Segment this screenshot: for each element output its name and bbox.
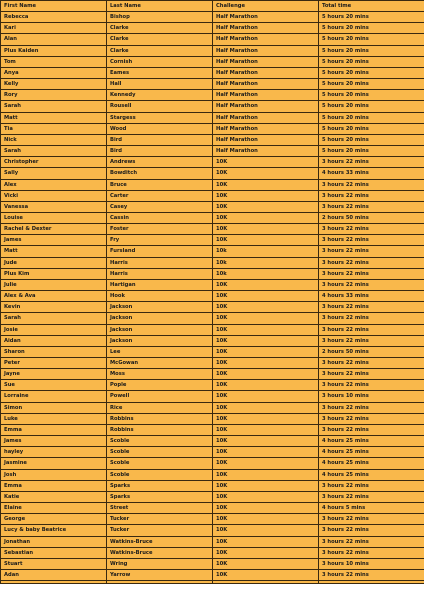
cell-last-name: Harris <box>107 257 213 268</box>
cell-last-name: Cornish <box>107 56 213 67</box>
cell-total-time: 3 hours 22 mins <box>319 268 424 279</box>
table-row <box>1 179 424 190</box>
cell-total-time: 4 hours 5 mins <box>319 503 424 514</box>
cell-last-name: Rice <box>107 402 213 413</box>
cell-total-time: 4 hours 25 mins <box>319 436 424 447</box>
cell-first-name: Louise <box>1 212 107 223</box>
cell-total-time: 3 hours 22 mins <box>319 324 424 335</box>
cell-last-name: Moss <box>107 369 213 380</box>
table-row <box>1 436 424 447</box>
cell-last-name: Scoble <box>107 436 213 447</box>
cell-last-name: Clarke <box>107 45 213 56</box>
cell-challenge: Half Marathon <box>213 67 319 78</box>
cell-challenge: Half Marathon <box>213 79 319 90</box>
cell-last-name: Wood <box>107 123 213 134</box>
cell-last-name: Wring <box>107 558 213 569</box>
cell-first-name: James <box>1 436 107 447</box>
cell-first-name: Alex <box>1 179 107 190</box>
cell-first-name: Matt <box>1 246 107 257</box>
table-row <box>1 12 424 23</box>
cell-last-name: Harris <box>107 268 213 279</box>
cell-last-name: Bird <box>107 134 213 145</box>
cell-total-time: 2 hours 50 mins <box>319 212 424 223</box>
cell-first-name: Alan <box>1 34 107 45</box>
table-row <box>1 358 424 369</box>
cell-first-name: Vanessa <box>1 201 107 212</box>
cell-challenge: 10K <box>213 335 319 346</box>
cell-challenge: 10K <box>213 324 319 335</box>
table-row <box>1 291 424 302</box>
cell-total-time: 3 hours 22 mins <box>319 179 424 190</box>
cell-first-name: Emma <box>1 480 107 491</box>
cell-first-name: Aidan <box>1 335 107 346</box>
cell-total-time: 3 hours 22 mins <box>319 402 424 413</box>
table-row <box>1 480 424 491</box>
cell-last-name: Bruce <box>107 179 213 190</box>
cell-first-name: Sebastian <box>1 547 107 558</box>
cell-last-name: Scoble <box>107 447 213 458</box>
cell-challenge: 10K <box>213 569 319 580</box>
cell-challenge: 10K <box>213 380 319 391</box>
cell-first-name: Lorraine <box>1 391 107 402</box>
cell-last-name: Robbins <box>107 413 213 424</box>
cell-total-time: 3 hours 22 mins <box>319 413 424 424</box>
cell-first-name: Alex & Ava <box>1 291 107 302</box>
cell-challenge: 10K <box>213 491 319 502</box>
table-row <box>1 268 424 279</box>
cell-first-name: Tom <box>1 56 107 67</box>
table-row <box>1 491 424 502</box>
cell-total-time: 3 hours 22 mins <box>319 536 424 547</box>
cell-total-time: 3 hours 22 mins <box>319 358 424 369</box>
cell-total-time: 3 hours 22 mins <box>319 480 424 491</box>
cell-challenge: Half Marathon <box>213 45 319 56</box>
cell-last-name: Watkins-Bruce <box>107 536 213 547</box>
cell-challenge: Half Marathon <box>213 101 319 112</box>
cell-challenge: 10K <box>213 424 319 435</box>
table-row <box>1 503 424 514</box>
table-row <box>1 45 424 56</box>
cell-last-name: Kennedy <box>107 90 213 101</box>
cell-last-name: Scoble <box>107 458 213 469</box>
cell-total-time: 3 hours 10 mins <box>319 558 424 569</box>
cell-first-name: Emma <box>1 424 107 435</box>
cell-total-time: 5 hours 20 mins <box>319 90 424 101</box>
cell-total-time: 5 hours 20 mins <box>319 12 424 23</box>
cell-first-name: Nick <box>1 134 107 145</box>
table-row <box>1 67 424 78</box>
cell-last-name: Jackson <box>107 313 213 324</box>
table-row <box>1 514 424 525</box>
cell-total-time: 3 hours 22 mins <box>319 369 424 380</box>
cell-challenge: 10K <box>213 458 319 469</box>
cell-total-time: 3 hours 22 mins <box>319 257 424 268</box>
cell-first-name: Sarah <box>1 146 107 157</box>
cell-first-name: Plus Kaiden <box>1 45 107 56</box>
cell-last-name: Hall <box>107 79 213 90</box>
table-row <box>1 246 424 257</box>
table-row <box>1 190 424 201</box>
cell-challenge: 10K <box>213 190 319 201</box>
cell-first-name: Josh <box>1 469 107 480</box>
cell-challenge: 10K <box>213 346 319 357</box>
cell-last-name: Clarke <box>107 23 213 34</box>
table-row <box>1 380 424 391</box>
cell-total-time: 4 hours 33 mins <box>319 168 424 179</box>
table-row <box>1 369 424 380</box>
cell-total-time: 5 hours 20 mins <box>319 23 424 34</box>
cell-first-name: hayley <box>1 447 107 458</box>
cell-challenge: 10k <box>213 246 319 257</box>
cell-challenge: 10K <box>213 291 319 302</box>
cell-last-name: Jackson <box>107 335 213 346</box>
cell-total-time: 3 hours 22 mins <box>319 491 424 502</box>
table-row <box>1 123 424 134</box>
cell-challenge: 10K <box>213 302 319 313</box>
cell-challenge: 10K <box>213 447 319 458</box>
cell-challenge: 10K <box>213 469 319 480</box>
cell-last-name: Sparks <box>107 491 213 502</box>
cell-challenge: 10K <box>213 547 319 558</box>
cell-total-time: 5 hours 20 mins <box>319 45 424 56</box>
cell-total-time: 2 hours 50 mins <box>319 346 424 357</box>
table-row <box>1 101 424 112</box>
cell-total-time: 3 hours 22 mins <box>319 235 424 246</box>
cell-last-name: Carter <box>107 190 213 201</box>
table-row <box>1 391 424 402</box>
cell-first-name: Sarah <box>1 101 107 112</box>
cell-challenge: Half Marathon <box>213 56 319 67</box>
cell-first-name: Stuart <box>1 558 107 569</box>
table-row <box>1 23 424 34</box>
table-row <box>1 112 424 123</box>
cell-first-name: Sharon <box>1 346 107 357</box>
cell-total-time: 3 hours 22 mins <box>319 525 424 536</box>
cell-first-name: Jayne <box>1 369 107 380</box>
table-row <box>1 235 424 246</box>
table-row <box>1 324 424 335</box>
cell-last-name: Clarke <box>107 34 213 45</box>
cell-last-name: Cassin <box>107 212 213 223</box>
cell-last-name: Bishop <box>107 12 213 23</box>
cell-challenge: 10K <box>213 369 319 380</box>
cell-total-time: 4 hours 25 mins <box>319 458 424 469</box>
cell-last-name: Stargess <box>107 112 213 123</box>
table-row <box>1 447 424 458</box>
table-header-row <box>1 1 424 12</box>
cell-first-name: Jasmine <box>1 458 107 469</box>
table-row <box>1 536 424 547</box>
cell-total-time: 3 hours 22 mins <box>319 335 424 346</box>
cell-challenge: 10K <box>213 201 319 212</box>
cell-total-time: 3 hours 22 mins <box>319 424 424 435</box>
cell-total-time: 3 hours 22 mins <box>319 380 424 391</box>
cell-last-name: Foster <box>107 224 213 235</box>
cell-total-time: 5 hours 20 mins <box>319 34 424 45</box>
cell-last-name: Hartigan <box>107 279 213 290</box>
cell-first-name: Katie <box>1 491 107 502</box>
cell-first-name: Luke <box>1 413 107 424</box>
cell-total-time: 5 hours 20 mins <box>319 134 424 145</box>
cell-challenge: 10K <box>213 558 319 569</box>
cell-first-name: Plus Kim <box>1 268 107 279</box>
cell-last-name: Eames <box>107 67 213 78</box>
table-row <box>1 458 424 469</box>
cell-first-name: Jonathan <box>1 536 107 547</box>
cell-last-name: Bird <box>107 146 213 157</box>
cell-last-name: Powell <box>107 391 213 402</box>
cell-challenge: 10K <box>213 413 319 424</box>
cell-last-name: Sparks <box>107 480 213 491</box>
cell-last-name: Fursland <box>107 246 213 257</box>
header-challenge: Challenge <box>213 1 319 12</box>
cell-challenge: 10K <box>213 179 319 190</box>
cell-total-time: 5 hours 20 mins <box>319 101 424 112</box>
cell-challenge: Half Marathon <box>213 146 319 157</box>
cell-total-time: 5 hours 20 mins <box>319 123 424 134</box>
cell-challenge: 10K <box>213 402 319 413</box>
cell-challenge: 10k <box>213 257 319 268</box>
cell-last-name: Jackson <box>107 302 213 313</box>
cell-total-time: 3 hours 22 mins <box>319 190 424 201</box>
cell-first-name: Matt <box>1 112 107 123</box>
cell-first-name: Simon <box>1 402 107 413</box>
header-last-name: Last Name <box>107 1 213 12</box>
table-row <box>1 201 424 212</box>
cell-challenge: 10K <box>213 279 319 290</box>
cell-total-time: 3 hours 22 mins <box>319 514 424 525</box>
cell-first-name: Sally <box>1 168 107 179</box>
table-row <box>1 146 424 157</box>
cell-challenge: Half Marathon <box>213 23 319 34</box>
table-row <box>1 168 424 179</box>
table-row <box>1 90 424 101</box>
cell-total-time: 3 hours 22 mins <box>319 547 424 558</box>
cell-last-name: Casey <box>107 201 213 212</box>
cell-first-name: George <box>1 514 107 525</box>
cell-first-name: Kelly <box>1 79 107 90</box>
cell-last-name: Bowditch <box>107 168 213 179</box>
cell-last-name: Jackson <box>107 324 213 335</box>
cell-first-name: Rebecca <box>1 12 107 23</box>
cell-challenge: 10K <box>213 525 319 536</box>
cell-first-name: James <box>1 235 107 246</box>
table-row <box>1 346 424 357</box>
cell-challenge: 10K <box>213 503 319 514</box>
cell-total-time: 3 hours 22 mins <box>319 313 424 324</box>
cell-total-time: 3 hours 22 mins <box>319 279 424 290</box>
table-row <box>1 547 424 558</box>
cell-last-name: Rousell <box>107 101 213 112</box>
cell-challenge: Half Marathon <box>213 134 319 145</box>
cell-last-name: Robbins <box>107 424 213 435</box>
cell-challenge: Half Marathon <box>213 112 319 123</box>
cell-last-name: Scoble <box>107 469 213 480</box>
cell-challenge: Half Marathon <box>213 123 319 134</box>
cell-last-name: Andrews <box>107 157 213 168</box>
cell-first-name: Josie <box>1 324 107 335</box>
cell-challenge: 10K <box>213 391 319 402</box>
cell-challenge: 10K <box>213 514 319 525</box>
cell-total-time: 5 hours 20 mins <box>319 67 424 78</box>
cell-first-name: Christopher <box>1 157 107 168</box>
cell-challenge: 10K <box>213 536 319 547</box>
header-total-time: Total time <box>319 1 424 12</box>
table-row <box>1 224 424 235</box>
cell-first-name: Rory <box>1 90 107 101</box>
cell-first-name: Jude <box>1 257 107 268</box>
cell-challenge: 10K <box>213 436 319 447</box>
cell-challenge: 10K <box>213 358 319 369</box>
cell-total-time: 3 hours 22 mins <box>319 224 424 235</box>
cell-first-name: Rachel & Dexter <box>1 224 107 235</box>
table-row <box>1 302 424 313</box>
table-row <box>1 469 424 480</box>
cell-last-name: Hook <box>107 291 213 302</box>
cell-last-name: McGowan <box>107 358 213 369</box>
header-first-name: First Name <box>1 1 107 12</box>
table-row <box>1 257 424 268</box>
cell-challenge: 10K <box>213 313 319 324</box>
cell-last-name: Tucker <box>107 514 213 525</box>
table-row <box>1 402 424 413</box>
table-row <box>1 56 424 67</box>
cell-first-name: Elaine <box>1 503 107 514</box>
table-row <box>1 558 424 569</box>
cell-challenge: Half Marathon <box>213 34 319 45</box>
cell-last-name: Lee <box>107 346 213 357</box>
cell-last-name: Tucker <box>107 525 213 536</box>
table-row <box>1 157 424 168</box>
cell-challenge: 10K <box>213 480 319 491</box>
cell-total-time: 3 hours 22 mins <box>319 569 424 580</box>
table-row <box>1 212 424 223</box>
cell-first-name: Peter <box>1 358 107 369</box>
cell-challenge: 10k <box>213 268 319 279</box>
cell-last-name: Yarrow <box>107 569 213 580</box>
cell-total-time: 4 hours 25 mins <box>319 447 424 458</box>
cell-challenge: 10K <box>213 235 319 246</box>
cell-total-time: 3 hours 22 mins <box>319 157 424 168</box>
cell-challenge: 10K <box>213 157 319 168</box>
table-row <box>1 413 424 424</box>
cell-total-time: 3 hours 22 mins <box>319 302 424 313</box>
cell-first-name: Lucy & baby Beatrice <box>1 525 107 536</box>
table-row <box>1 279 424 290</box>
cell-last-name: Fry <box>107 235 213 246</box>
cell-first-name: Adan <box>1 569 107 580</box>
cell-first-name: Julie <box>1 279 107 290</box>
cell-total-time: 4 hours 33 mins <box>319 291 424 302</box>
cell-first-name: Vicki <box>1 190 107 201</box>
cell-total-time: 5 hours 20 mins <box>319 79 424 90</box>
table-row <box>1 335 424 346</box>
cell-total-time: 3 hours 22 mins <box>319 246 424 257</box>
cell-total-time: 5 hours 20 mins <box>319 112 424 123</box>
table-row <box>1 525 424 536</box>
table-row <box>1 313 424 324</box>
table-row <box>1 34 424 45</box>
cell-first-name: Tia <box>1 123 107 134</box>
cell-first-name: Sue <box>1 380 107 391</box>
cell-total-time: 5 hours 20 mins <box>319 146 424 157</box>
cell-first-name: Sarah <box>1 313 107 324</box>
cell-challenge: Half Marathon <box>213 90 319 101</box>
cell-first-name: Kari <box>1 23 107 34</box>
table-row <box>1 569 424 580</box>
cell-first-name: Kevin <box>1 302 107 313</box>
cell-challenge: 10K <box>213 224 319 235</box>
table-row <box>1 134 424 145</box>
cell-challenge: 10K <box>213 212 319 223</box>
cell-last-name: Watkins-Bruce <box>107 547 213 558</box>
table-footer-gap <box>1 581 424 584</box>
cell-total-time: 5 hours 20 mins <box>319 56 424 67</box>
cell-first-name: Anya <box>1 67 107 78</box>
cell-last-name: Pople <box>107 380 213 391</box>
table-row <box>1 424 424 435</box>
cell-last-name: Street <box>107 503 213 514</box>
cell-challenge: Half Marathon <box>213 12 319 23</box>
cell-total-time: 4 hours 25 mins <box>319 469 424 480</box>
table-row <box>1 79 424 90</box>
cell-total-time: 3 hours 10 mins <box>319 391 424 402</box>
cell-challenge: 10K <box>213 168 319 179</box>
cell-total-time: 3 hours 22 mins <box>319 201 424 212</box>
